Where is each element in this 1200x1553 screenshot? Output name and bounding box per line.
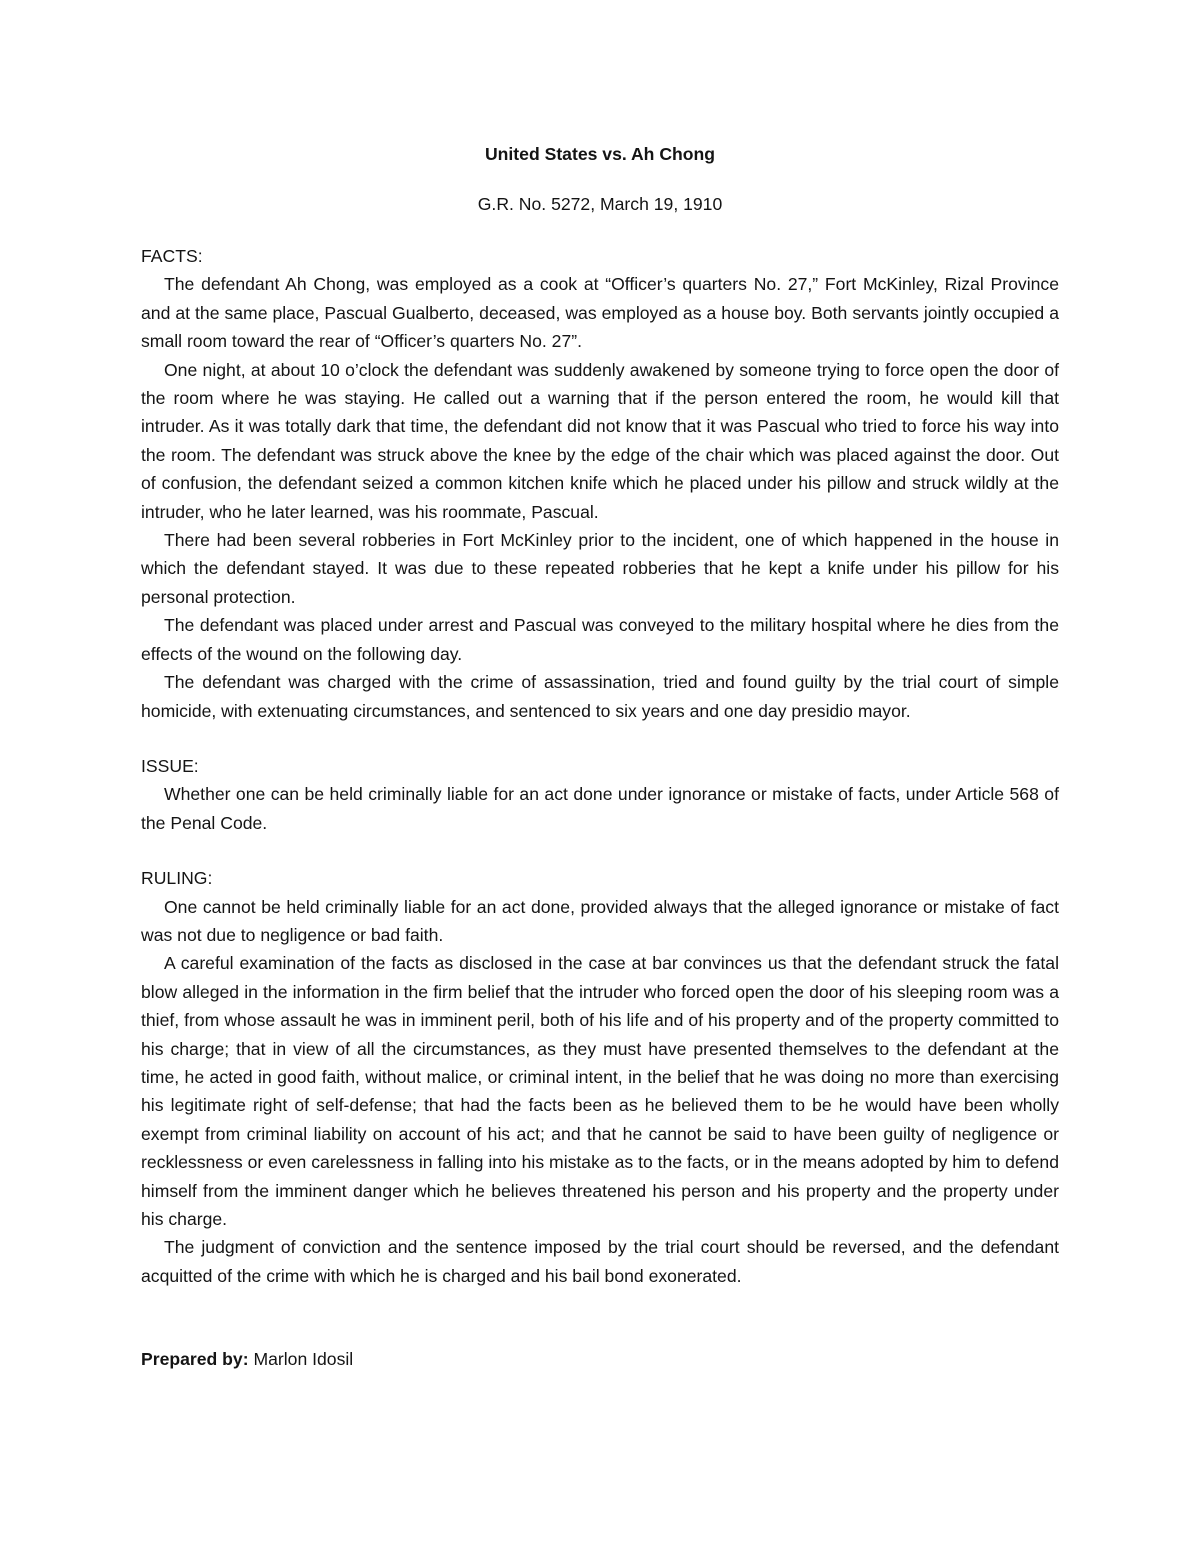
ruling-paragraph: One cannot be held criminally liable for an act done, provided always that the alleged ignorance or mistake of fact was not due to negligence or bad faith.: [141, 896, 1059, 945]
issue-section: [141, 752, 1059, 837]
ruling-paragraph: A careful examination of the facts as disclosed in the case at bar convinces us that the defendant struck the fatal blow alleged in the information in the firm belief that the intruder who forced open the door of his sleeping room was a thief, from whose assault he was in imminent peril, both of his life and of his property and of the property committed to his charge; that in view of all the circumstances, as they must have presented themselves to the defendant at the time, he acted in good faith, without malice, or criminal intent, in the belief that he was doing no more than exercising his legitimate right of self-defense; that had the facts been as he believed them to be he would have been wholly exempt from criminal liability on account of his act; and that he cannot be said to have been guilty of negligence or recklessness or even carelessness in falling into his mistake as to the facts, or in the means adopted by him to defend himself from the imminent danger which he believes threatened his person and his property and the property under his charge.: [141, 953, 1059, 1229]
facts-paragraph: There had been several robberies in Fort McKinley prior to the incident, one of which happened in the house in which the defendant stayed. It was due to these repeated robberies that he kept a knife under his pillow for his personal protection.: [141, 530, 1059, 607]
facts-section: [141, 242, 1059, 725]
prepared-by-name: Marlon Idosil: [253, 1349, 354, 1370]
case-citation: G.R. No. 5272, March 19, 1910: [477, 194, 723, 214]
ruling-heading: RULING:: [141, 868, 213, 889]
facts-paragraph: One night, at about 10 o’clock the defendant was suddenly awakened by someone trying to force open the door of the room where he was staying. He called out a warning that if the person entered the room, he would kill that intruder. As it was totally dark that time, the defendant did not know that it was Pascual who tried to force his way into the room. The defendant was struck above the knee by the edge of the chair which was placed against the door. Out of confusion, the defendant seized a common kitchen knife which he placed under his pillow and struck wildly at the intruder, who he later learned, was his roommate, Pascual.: [141, 359, 1059, 522]
document-title: United States vs. Ah Chong: [484, 144, 716, 164]
facts-heading: FACTS:: [141, 246, 203, 266]
ruling-paragraph: The judgment of conviction and the sentence imposed by the trial court should be reversed, and the defendant acquitted of the crime with which he is charged and his bail bond exonerated.: [141, 1237, 1059, 1286]
facts-paragraph: The defendant was charged with the crime of assassination, tried and found guilty by the trial court of simple homicide, with extenuating circumstances, and sentenced to six years and one day presidio mayor.: [141, 672, 1059, 721]
issue-heading: ISSUE:: [141, 755, 199, 776]
prepared-by: [141, 1345, 1059, 1373]
document-body: [141, 140, 1059, 1374]
issue-paragraph: Whether one can be held criminally liable for an act done under ignorance or mistake of facts, under Article 568 of the Penal Code.: [141, 784, 1059, 833]
facts-paragraph: The defendant was placed under arrest and Pascual was conveyed to the military hospital where he dies from the effects of the wound on the following day.: [141, 615, 1059, 664]
facts-paragraph: The defendant Ah Chong, was employed as a cook at “Officer’s quarters No. 27,” Fort McKinley, Rizal Province and at the same place, Pascual Gualberto, deceased, was employed as a house boy. Both servants jointly occupied a small room toward the rear of “Officer’s quarters No. 27”.: [141, 274, 1059, 352]
prepared-by-label: Prepared by:: [141, 1349, 249, 1370]
ruling-section: [141, 864, 1059, 1290]
